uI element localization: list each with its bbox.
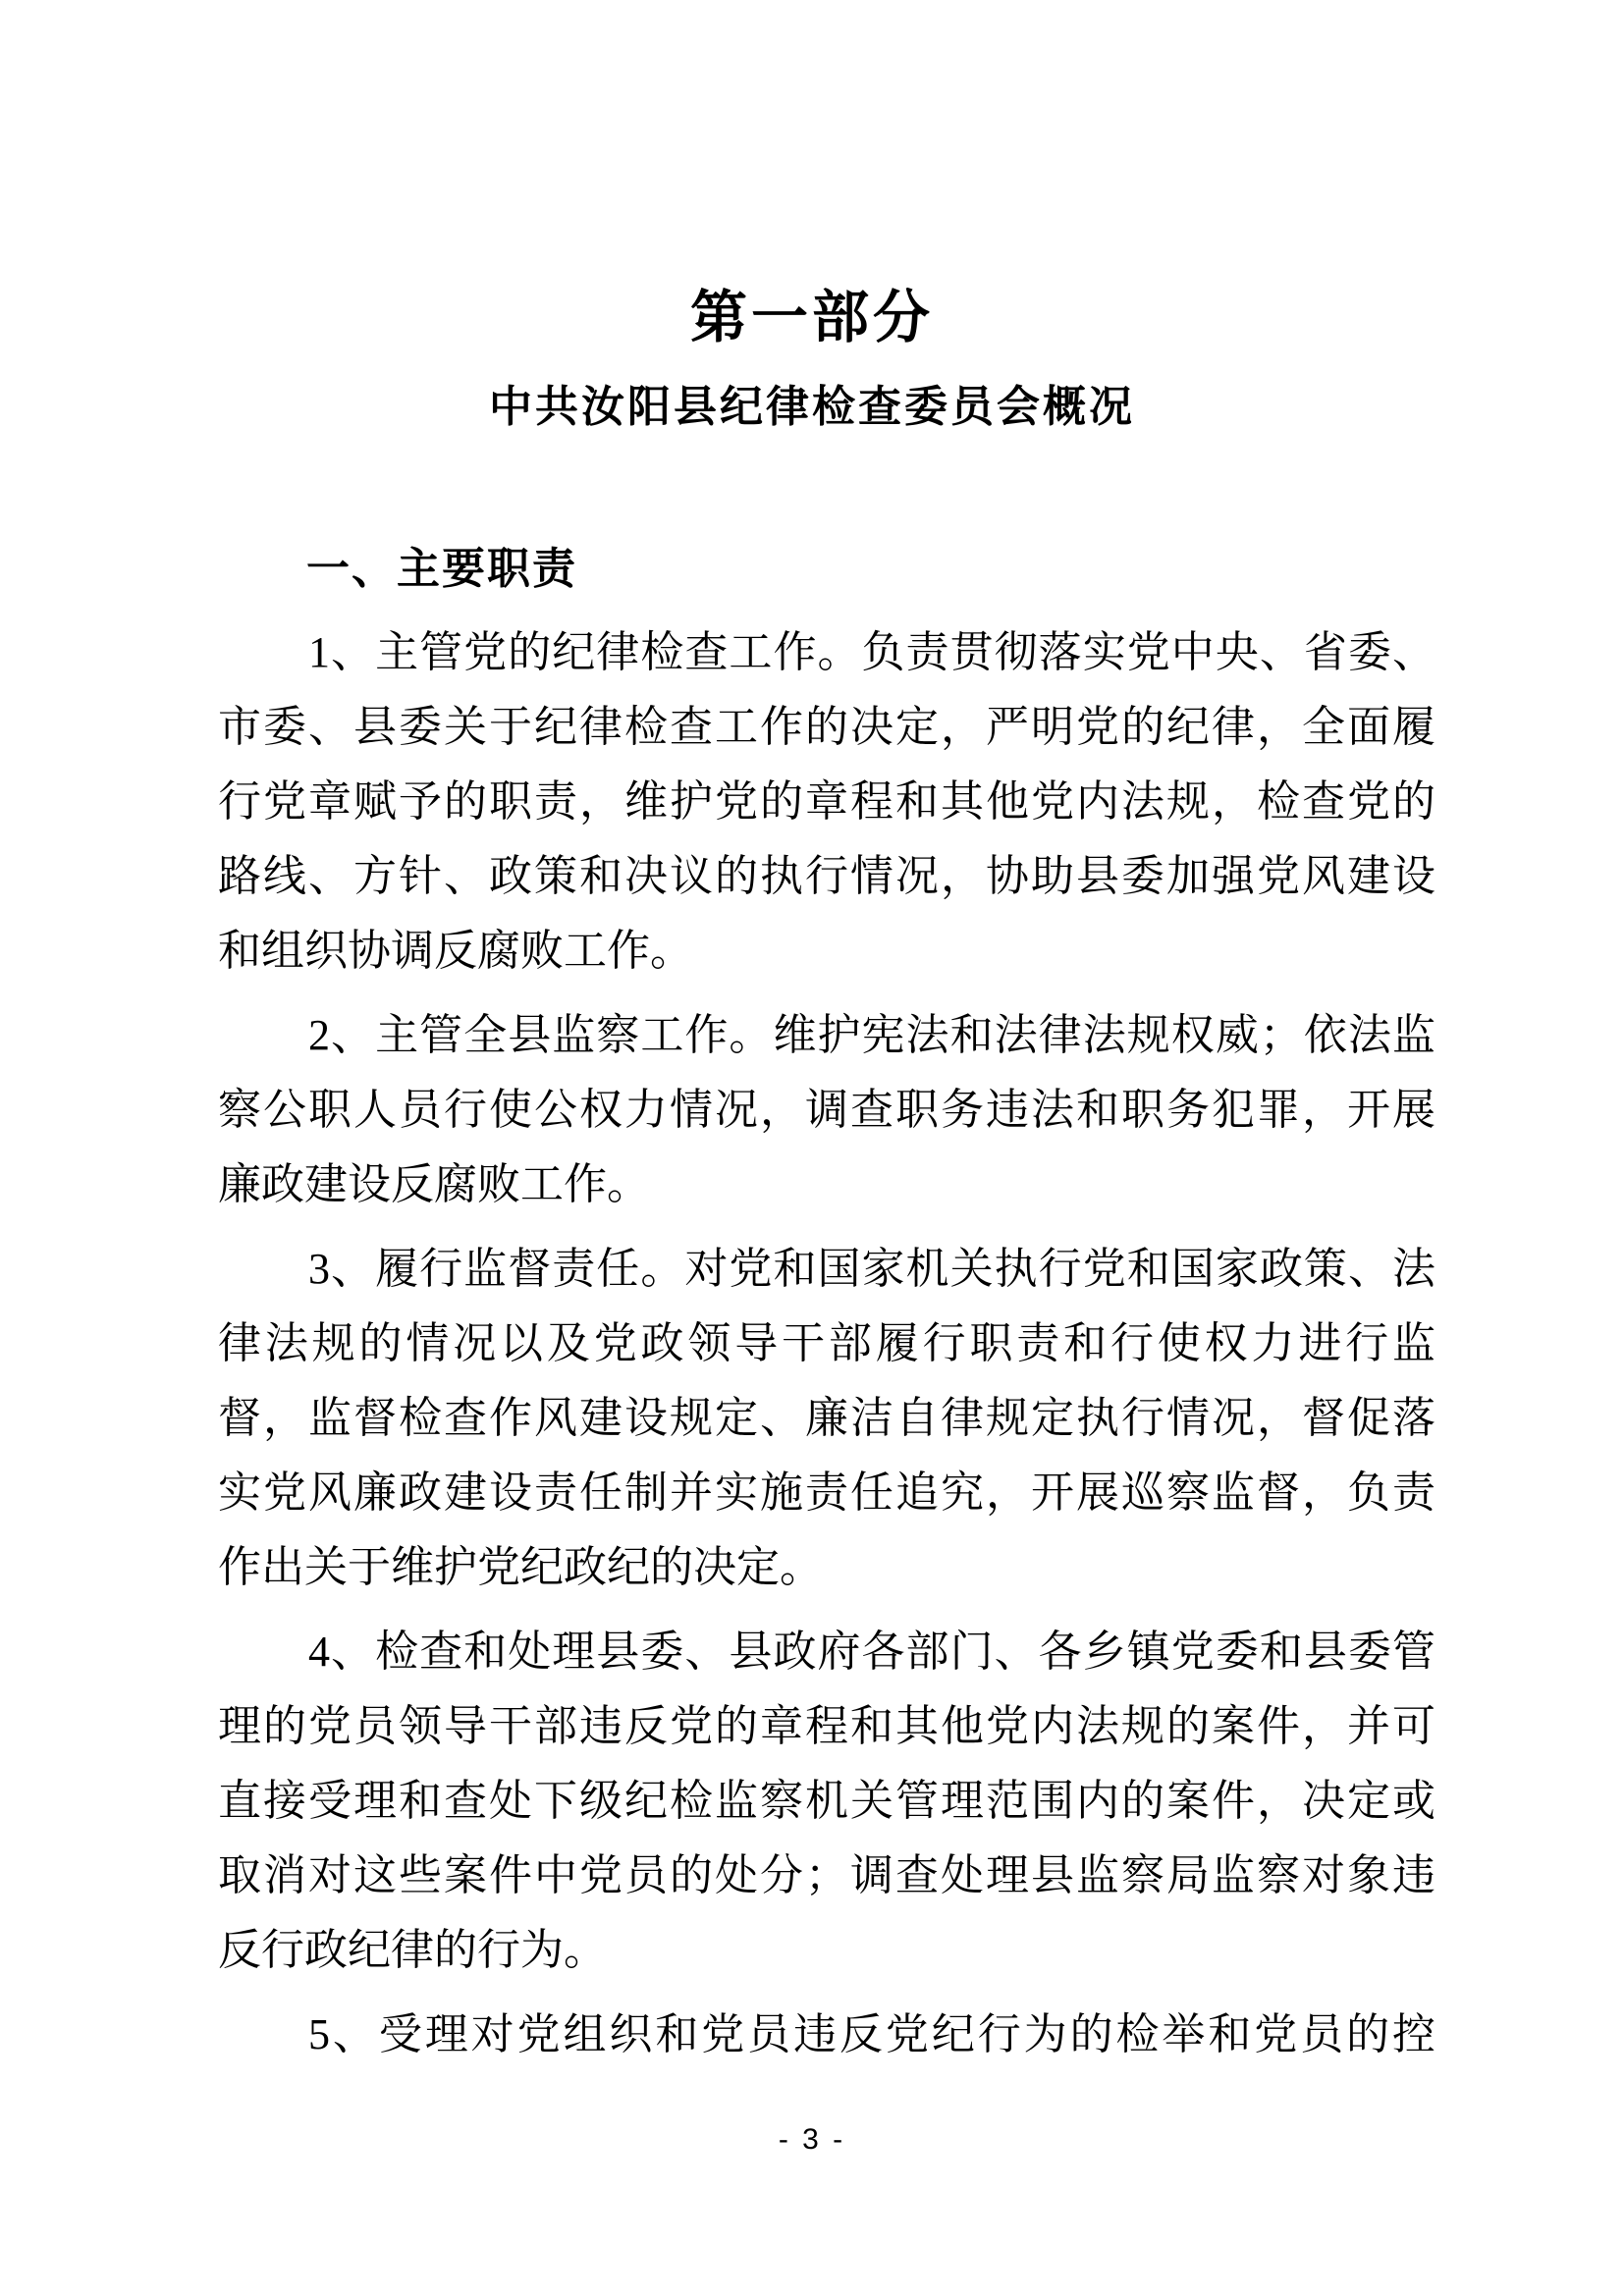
paragraph-line: 市委、县委关于纪律检查工作的决定，严明党的纪律，全面履 — [218, 703, 1435, 751]
paragraph-line: 实党风廉政建设责任制并实施责任追究，开展巡察监督，负责 — [218, 1468, 1435, 1517]
paragraph-line: 反行政纪律的行为。 — [218, 1926, 607, 1974]
paragraph-line: 取消对这些案件中党员的处分；调查处理县监察局监察对象违 — [218, 1851, 1435, 1899]
paragraph-1 — [218, 615, 1435, 988]
paragraph-line: 和组织协调反腐败工作。 — [218, 927, 693, 975]
paragraph-5 — [218, 1998, 1435, 2072]
paragraph-2 — [218, 998, 1435, 1222]
section-heading: 一、主要职责 — [306, 545, 577, 593]
paragraph-line: 行党章赋予的职责，维护党的章程和其他党内法规，检查党的 — [218, 777, 1435, 826]
paragraph-line: 督，监督检查作风建设规定、廉洁自律规定执行情况，督促落 — [218, 1394, 1435, 1442]
paragraph-line: 5、受理对党组织和党员违反党纪行为的检举和党员的控 — [308, 2010, 1435, 2058]
document-body — [218, 615, 1435, 2072]
paragraph-line: 察公职人员行使公权力情况，调查职务违法和职务犯罪，开展 — [218, 1086, 1435, 1134]
paragraph-line: 廉政建设反腐败工作。 — [218, 1160, 650, 1208]
part-title: 第一部分 — [689, 286, 934, 349]
document-subtitle: 中共汝阳县纪律检查委员会概况 — [489, 383, 1135, 431]
paragraph-4 — [218, 1615, 1435, 1988]
paragraph-line: 路线、方针、政策和决议的执行情况，协助县委加强党风建设 — [218, 852, 1435, 900]
paragraph-line: 理的党员领导干部违反党的章程和其他党内法规的案件，并可 — [218, 1702, 1435, 1750]
paragraph-line: 作出关于维护党纪政纪的决定。 — [218, 1543, 823, 1591]
paragraph-line: 3、履行监督责任。对党和国家机关执行党和国家政策、法 — [308, 1245, 1435, 1293]
page-footer — [0, 2123, 1624, 2157]
paragraph-line: 4、检查和处理县委、县政府各部门、各乡镇党委和县委管 — [308, 1628, 1435, 1676]
paragraph-line: 2、主管全县监察工作。维护宪法和法律法规权威；依法监 — [308, 1011, 1435, 1059]
page-number: - 3 - — [778, 2123, 846, 2156]
paragraph-3 — [218, 1232, 1435, 1605]
paragraph-line: 1、主管党的纪律检查工作。负责贯彻落实党中央、省委、 — [308, 628, 1435, 676]
paragraph-line: 直接受理和查处下级纪检监察机关管理范围内的案件，决定或 — [218, 1777, 1435, 1825]
paragraph-line: 律法规的情况以及党政领导干部履行职责和行使权力进行监 — [218, 1319, 1435, 1367]
